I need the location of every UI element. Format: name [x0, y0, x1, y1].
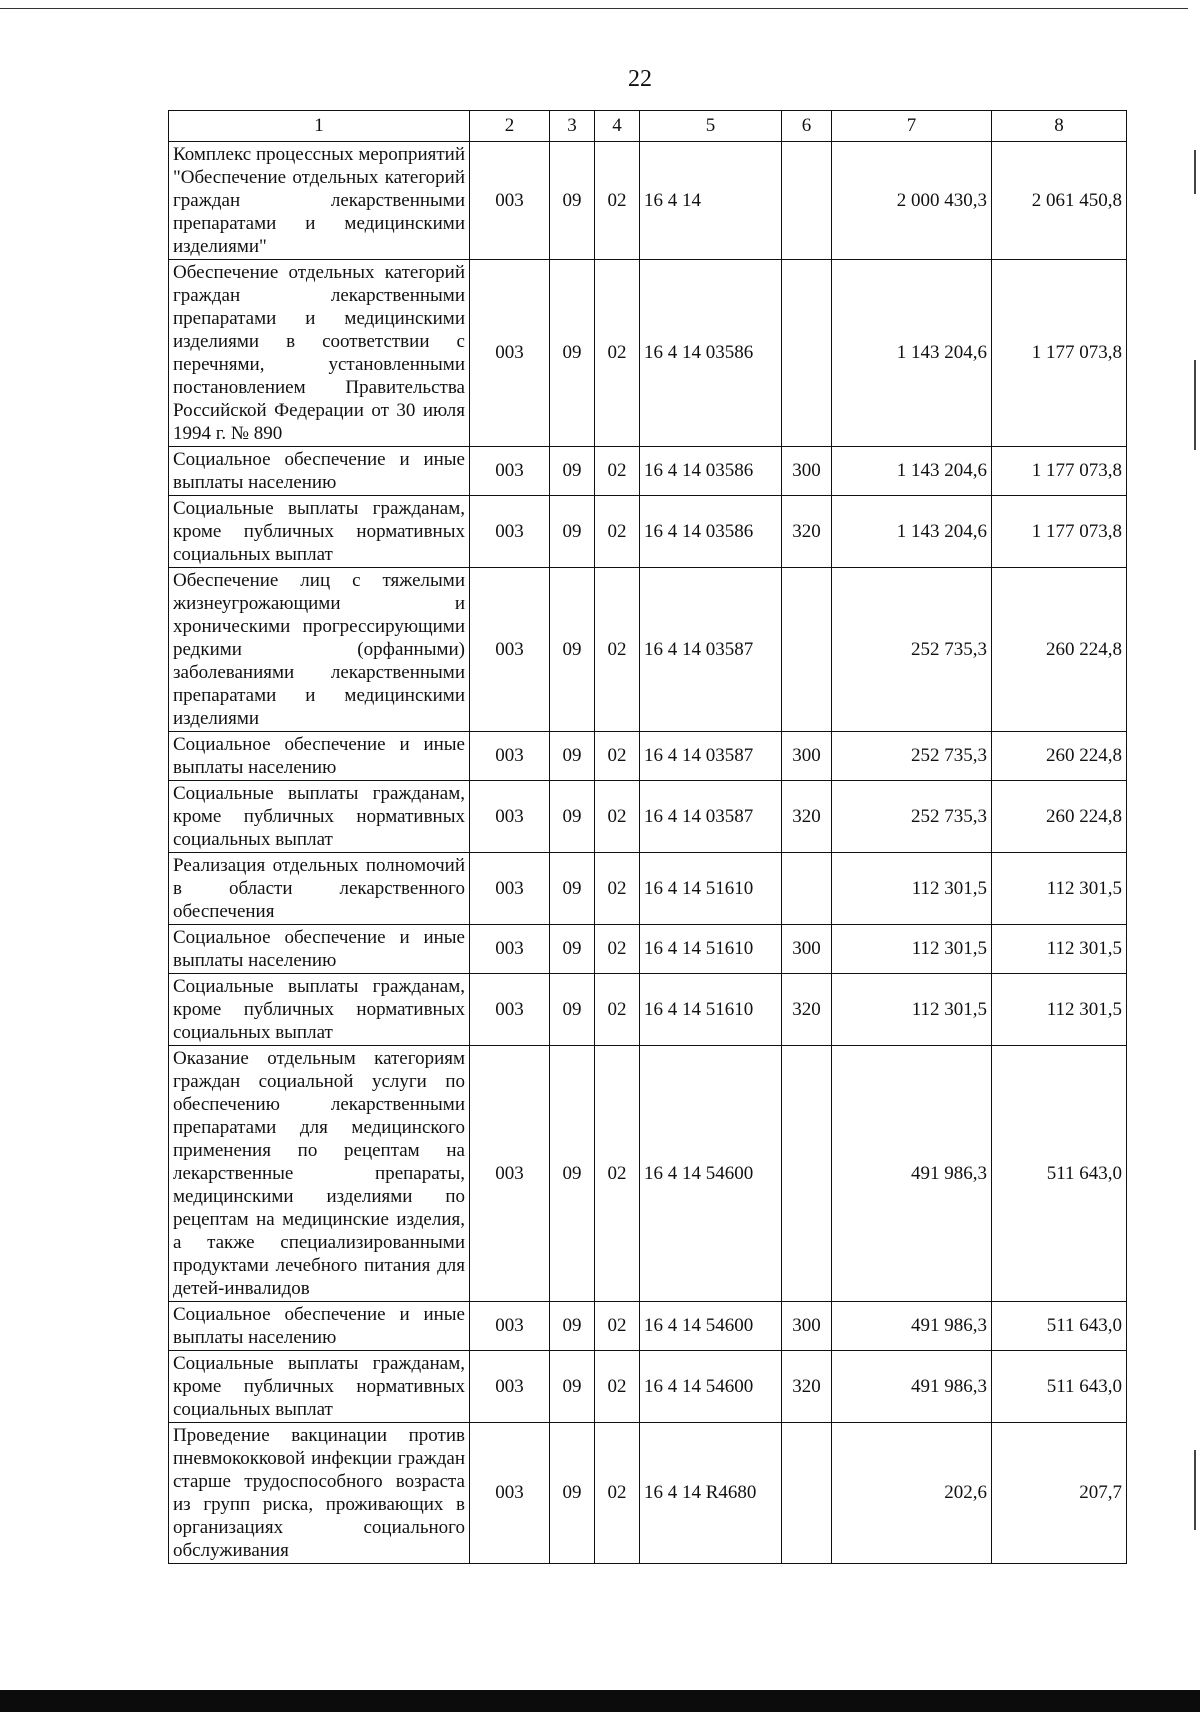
table-row: [169, 447, 1127, 496]
rz-code-cell: 09: [550, 1046, 595, 1302]
rz-code-cell: 09: [550, 1351, 595, 1423]
amount-year1-cell: 112 301,5: [832, 974, 992, 1046]
column-header: 1: [169, 111, 470, 142]
amount-year1-cell: 112 301,5: [832, 925, 992, 974]
vr-code-cell: [782, 568, 832, 732]
rz-code-cell: 09: [550, 732, 595, 781]
gr-code-cell: 003: [470, 974, 550, 1046]
amount-year1-cell: 112 301,5: [832, 853, 992, 925]
pr-code-cell: 02: [595, 1302, 640, 1351]
vr-code-cell: [782, 853, 832, 925]
amount-year2-cell: 1 177 073,8: [992, 496, 1127, 568]
gr-code-cell: 003: [470, 1046, 550, 1302]
amount-year2-cell: 112 301,5: [992, 853, 1127, 925]
vr-code-cell: 320: [782, 781, 832, 853]
budget-table: [168, 110, 1127, 1564]
vr-code-cell: [782, 1423, 832, 1564]
rz-code-cell: 09: [550, 925, 595, 974]
vr-code-cell: 320: [782, 1351, 832, 1423]
pr-code-cell: 02: [595, 925, 640, 974]
pr-code-cell: 02: [595, 853, 640, 925]
table-row: [169, 925, 1127, 974]
gr-code-cell: 003: [470, 447, 550, 496]
row-name-cell: Обеспечение отдельных категорий граждан лекарственными препаратами и медицинскими изделиями в соответствии с перечнями, установленными постановлением Правительства Российской Федерации от 30 июля 1994 г. № 890: [169, 260, 470, 447]
gr-code-cell: 003: [470, 925, 550, 974]
gr-code-cell: 003: [470, 1423, 550, 1564]
gr-code-cell: 003: [470, 142, 550, 260]
amount-year1-cell: 2 000 430,3: [832, 142, 992, 260]
pr-code-cell: 02: [595, 974, 640, 1046]
pr-code-cell: 02: [595, 260, 640, 447]
vr-code-cell: 300: [782, 925, 832, 974]
vr-code-cell: 300: [782, 732, 832, 781]
gr-code-cell: 003: [470, 781, 550, 853]
amount-year1-cell: 491 986,3: [832, 1046, 992, 1302]
csr-code-cell: 16 4 14 51610: [640, 853, 782, 925]
vr-code-cell: 320: [782, 974, 832, 1046]
row-name-cell: Социальное обеспечение и иные выплаты населению: [169, 925, 470, 974]
gr-code-cell: 003: [470, 496, 550, 568]
pr-code-cell: 02: [595, 1046, 640, 1302]
scan-margin-mark: [1194, 360, 1196, 450]
amount-year2-cell: 1 177 073,8: [992, 447, 1127, 496]
amount-year2-cell: 112 301,5: [992, 974, 1127, 1046]
amount-year1-cell: 491 986,3: [832, 1302, 992, 1351]
amount-year1-cell: 202,6: [832, 1423, 992, 1564]
csr-code-cell: 16 4 14 03586: [640, 260, 782, 447]
vr-code-cell: 300: [782, 447, 832, 496]
row-name-cell: Реализация отдельных полномочий в области лекарственного обеспечения: [169, 853, 470, 925]
csr-code-cell: 16 4 14 51610: [640, 974, 782, 1046]
table-row: [169, 496, 1127, 568]
row-name-cell: Социальные выплаты гражданам, кроме публичных нормативных социальных выплат: [169, 1351, 470, 1423]
amount-year2-cell: 2 061 450,8: [992, 142, 1127, 260]
csr-code-cell: 16 4 14 54600: [640, 1351, 782, 1423]
pr-code-cell: 02: [595, 732, 640, 781]
vr-code-cell: 300: [782, 1302, 832, 1351]
table-header-row: [169, 111, 1127, 142]
row-name-cell: Обеспечение лиц с тяжелыми жизнеугрожающими и хроническими прогрессирующими редкими (орфанными) заболеваниями лекарственными препаратами и медицинскими изделиями: [169, 568, 470, 732]
amount-year2-cell: 260 224,8: [992, 568, 1127, 732]
pr-code-cell: 02: [595, 447, 640, 496]
row-name-cell: Социальные выплаты гражданам, кроме публичных нормативных социальных выплат: [169, 781, 470, 853]
vr-code-cell: [782, 1046, 832, 1302]
table-row: [169, 1302, 1127, 1351]
table-row: [169, 568, 1127, 732]
scan-bottom-band: [0, 1690, 1200, 1712]
amount-year2-cell: 207,7: [992, 1423, 1127, 1564]
csr-code-cell: 16 4 14 03586: [640, 496, 782, 568]
table-row: [169, 260, 1127, 447]
scan-top-rule: [0, 8, 1188, 9]
row-name-cell: Проведение вакцинации против пневмококковой инфекции граждан старше трудоспособного возраста из групп риска, проживающих в организациях социального обслуживания: [169, 1423, 470, 1564]
csr-code-cell: 16 4 14 03587: [640, 781, 782, 853]
vr-code-cell: [782, 142, 832, 260]
column-header: 2: [470, 111, 550, 142]
table-row: [169, 1351, 1127, 1423]
amount-year1-cell: 252 735,3: [832, 568, 992, 732]
column-header: 3: [550, 111, 595, 142]
row-name-cell: Комплекс процессных мероприятий "Обеспечение отдельных категорий граждан лекарственными препаратами и медицинскими изделиями": [169, 142, 470, 260]
amount-year1-cell: 491 986,3: [832, 1351, 992, 1423]
table-row: [169, 974, 1127, 1046]
rz-code-cell: 09: [550, 974, 595, 1046]
amount-year1-cell: 1 143 204,6: [832, 260, 992, 447]
amount-year2-cell: 260 224,8: [992, 732, 1127, 781]
csr-code-cell: 16 4 14 54600: [640, 1302, 782, 1351]
table-row: [169, 1046, 1127, 1302]
pr-code-cell: 02: [595, 496, 640, 568]
csr-code-cell: 16 4 14 03587: [640, 568, 782, 732]
rz-code-cell: 09: [550, 568, 595, 732]
table-row: [169, 853, 1127, 925]
table-row: [169, 1423, 1127, 1564]
column-header: 6: [782, 111, 832, 142]
amount-year2-cell: 511 643,0: [992, 1302, 1127, 1351]
table-row: [169, 732, 1127, 781]
table-row: [169, 781, 1127, 853]
gr-code-cell: 003: [470, 1351, 550, 1423]
column-header: 5: [640, 111, 782, 142]
gr-code-cell: 003: [470, 260, 550, 447]
column-header: 7: [832, 111, 992, 142]
page-number: 22: [628, 66, 652, 92]
vr-code-cell: 320: [782, 496, 832, 568]
gr-code-cell: 003: [470, 853, 550, 925]
vr-code-cell: [782, 260, 832, 447]
pr-code-cell: 02: [595, 142, 640, 260]
row-name-cell: Оказание отдельным категориям граждан социальной услуги по обеспечению лекарственными препаратами для медицинского применения по рецептам на лекарственные препараты, медицинскими изделиями по рецептам на медицинские изделия, а также специализированными продуктами лечебного питания для детей-инвалидов: [169, 1046, 470, 1302]
csr-code-cell: 16 4 14 R4680: [640, 1423, 782, 1564]
pr-code-cell: 02: [595, 1351, 640, 1423]
csr-code-cell: 16 4 14 51610: [640, 925, 782, 974]
csr-code-cell: 16 4 14 03586: [640, 447, 782, 496]
scan-margin-mark: [1194, 1450, 1196, 1530]
row-name-cell: Социальное обеспечение и иные выплаты населению: [169, 447, 470, 496]
pr-code-cell: 02: [595, 1423, 640, 1564]
rz-code-cell: 09: [550, 853, 595, 925]
csr-code-cell: 16 4 14: [640, 142, 782, 260]
amount-year2-cell: 1 177 073,8: [992, 260, 1127, 447]
row-name-cell: Социальные выплаты гражданам, кроме публичных нормативных социальных выплат: [169, 496, 470, 568]
rz-code-cell: 09: [550, 260, 595, 447]
amount-year2-cell: 260 224,8: [992, 781, 1127, 853]
row-name-cell: Социальное обеспечение и иные выплаты населению: [169, 732, 470, 781]
amount-year1-cell: 1 143 204,6: [832, 447, 992, 496]
table-body: [169, 142, 1127, 1564]
gr-code-cell: 003: [470, 568, 550, 732]
row-name-cell: Социальные выплаты гражданам, кроме публичных нормативных социальных выплат: [169, 974, 470, 1046]
column-header: 8: [992, 111, 1127, 142]
rz-code-cell: 09: [550, 1423, 595, 1564]
csr-code-cell: 16 4 14 54600: [640, 1046, 782, 1302]
gr-code-cell: 003: [470, 1302, 550, 1351]
amount-year1-cell: 252 735,3: [832, 732, 992, 781]
csr-code-cell: 16 4 14 03587: [640, 732, 782, 781]
rz-code-cell: 09: [550, 496, 595, 568]
pr-code-cell: 02: [595, 568, 640, 732]
rz-code-cell: 09: [550, 142, 595, 260]
gr-code-cell: 003: [470, 732, 550, 781]
rz-code-cell: 09: [550, 1302, 595, 1351]
rz-code-cell: 09: [550, 447, 595, 496]
amount-year2-cell: 112 301,5: [992, 925, 1127, 974]
scan-margin-mark: [1194, 150, 1196, 194]
amount-year2-cell: 511 643,0: [992, 1351, 1127, 1423]
table-row: [169, 142, 1127, 260]
amount-year1-cell: 1 143 204,6: [832, 496, 992, 568]
row-name-cell: Социальное обеспечение и иные выплаты населению: [169, 1302, 470, 1351]
amount-year1-cell: 252 735,3: [832, 781, 992, 853]
amount-year2-cell: 511 643,0: [992, 1046, 1127, 1302]
rz-code-cell: 09: [550, 781, 595, 853]
pr-code-cell: 02: [595, 781, 640, 853]
column-header: 4: [595, 111, 640, 142]
